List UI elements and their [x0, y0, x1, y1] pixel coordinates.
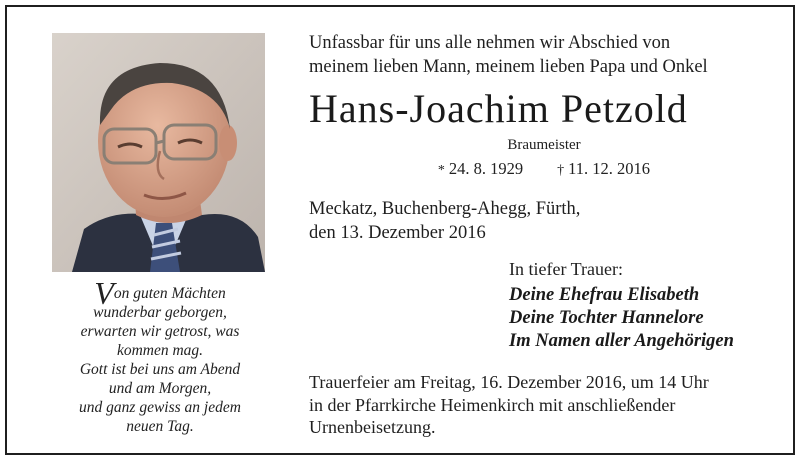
- intro-line-1: Unfassbar für uns alle nehmen wir Abschied von: [309, 33, 671, 53]
- poem: [60, 275, 260, 436]
- poem-line-1: Von guten Mächten: [94, 275, 226, 311]
- life-dates: [309, 159, 779, 179]
- poem-initial: V: [94, 275, 114, 311]
- mourners-list: [509, 284, 789, 353]
- poem-line-4: kommen mag.: [116, 342, 204, 359]
- birth-star-icon: *: [437, 163, 445, 178]
- poem-line-7: und ganz gewiss an jedem: [79, 399, 241, 416]
- place-line: Meckatz, Buchenberg-Ahegg, Fürth,: [309, 199, 581, 219]
- intro-text: [309, 31, 779, 79]
- poem-line-6: und am Morgen,: [108, 380, 212, 397]
- place-and-date: [309, 197, 779, 245]
- poem-line-8: neuen Tag.: [126, 418, 194, 435]
- poem-line-5: Gott ist bei uns am Abend: [79, 361, 241, 378]
- portrait-illustration: [52, 33, 265, 272]
- funeral-line-1: Trauerfeier am Freitag, 16. Dezember 2016, um 14 Uhr: [309, 372, 709, 392]
- death-date: 11. 12. 2016: [568, 159, 651, 178]
- funeral-line-3: Urnenbeisetzung.: [309, 417, 436, 437]
- funeral-info: [309, 371, 779, 439]
- deceased-name: Hans-Joachim Petzold: [309, 86, 688, 131]
- mourner-item: Deine Tochter Hannelore: [509, 308, 704, 328]
- birth-date: 24. 8. 1929: [448, 159, 524, 178]
- mourner-item: Deine Ehefrau Elisabeth: [509, 285, 700, 305]
- intro-line-2: meinem lieben Mann, meinem lieben Papa und Onkel: [309, 57, 708, 77]
- death-cross-icon: †: [557, 163, 565, 178]
- funeral-line-2: in der Pfarrkirche Heimenkirch mit anschließender: [309, 394, 676, 415]
- date-line: den 13. Dezember 2016: [309, 223, 486, 243]
- poem-line-3: erwarten wir getrost, was: [80, 323, 240, 340]
- profession: Braumeister: [507, 137, 581, 153]
- mourner-item: Im Namen aller Angehörigen: [509, 331, 734, 351]
- portrait-photo: [52, 33, 265, 272]
- poem-line-2: wunderbar geborgen,: [93, 304, 227, 321]
- mourning-label: In tiefer Trauer:: [509, 259, 623, 279]
